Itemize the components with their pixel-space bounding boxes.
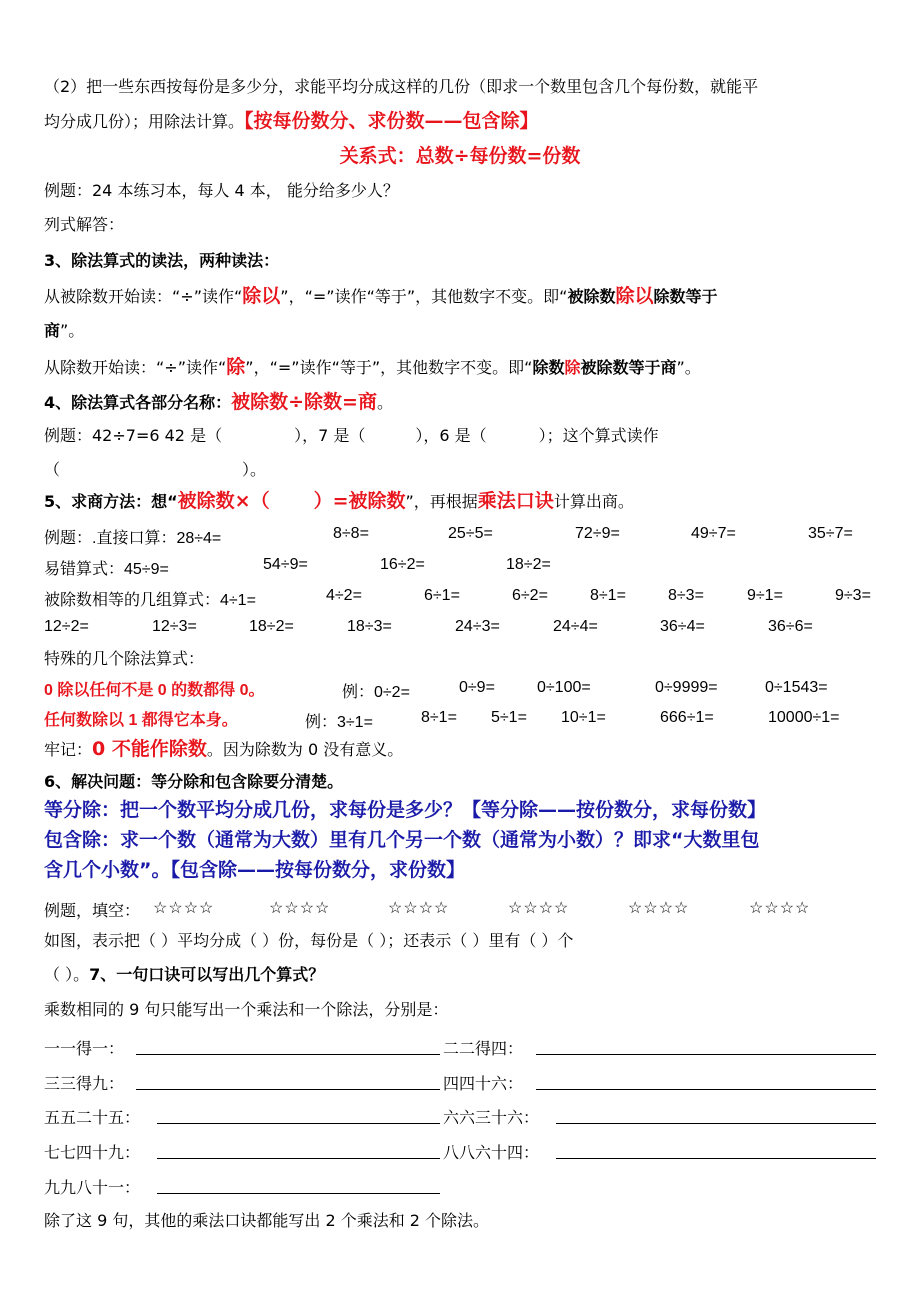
division-part-names: 被除数÷除数=商 <box>231 391 377 413</box>
inclusion-division-tag-2: 【包含除——按每份数分，求份数】 <box>170 859 466 881</box>
calc-item: 4÷2= <box>326 587 362 604</box>
answer-line[interactable] <box>556 1123 876 1124</box>
calc-item: 72÷9= <box>575 525 620 542</box>
star-group: ☆☆☆☆ <box>628 900 690 917</box>
reading-2-text-2: ”，“=”读作“等于”，其他数字不变。即“ <box>245 358 533 377</box>
rhyme-label: 九九八十一： <box>44 1180 141 1197</box>
inclusion-division-tag: 【按每份数分、求份数——包含除】 <box>244 110 539 132</box>
answer-line[interactable] <box>536 1054 876 1055</box>
remember-reason: 。因为除数为 0 没有意义。 <box>206 740 404 759</box>
calc-item: 49÷7= <box>691 525 736 542</box>
calc-item: 12÷3= <box>152 618 197 635</box>
answer-line[interactable] <box>136 1089 440 1090</box>
ex-4-close: ）。 <box>242 460 267 479</box>
inclusion-division-def-cont <box>44 859 880 881</box>
rhyme-label: 七七四十九： <box>44 1145 141 1162</box>
calc-item: 0÷1543= <box>765 679 828 696</box>
calc-item: 0÷9999= <box>655 679 718 696</box>
section-6-title: 6、解决问题：等分除和包含除要分清楚。 <box>44 772 344 791</box>
calc-item: 0÷100= <box>537 679 591 696</box>
star-group: ☆☆☆☆ <box>749 900 811 917</box>
inclusion-division-text: 含几个小数”。 <box>44 859 171 881</box>
para-2-line1: （2）把一些东西按每份是多少分，求能平均分成这样的几份（即求一个数里包含几个每份数，就能平 <box>44 77 759 96</box>
answer-line[interactable] <box>536 1089 876 1090</box>
calc-item: 易错算式：45÷9= <box>44 561 169 578</box>
reading-2-text: 从除数开始读：“÷”读作“ <box>44 358 227 377</box>
one-rule: 任何数除以 1 都得它本身。 <box>44 712 238 729</box>
reading-2-divisor: 除数 <box>532 358 565 377</box>
relation-formula: 关系式：总数÷每份数=份数 <box>339 145 581 167</box>
star-group: ☆☆☆☆ <box>508 900 570 917</box>
calc-item: 8÷1= <box>421 709 457 726</box>
multiplication-table-keyword: 乘法口诀 <box>477 490 554 512</box>
calc-item: 例：3÷1= <box>305 714 373 731</box>
star-group: ☆☆☆☆ <box>388 900 450 917</box>
answer-line[interactable] <box>157 1123 440 1124</box>
section-5-formula-b: ）=被除数 <box>313 490 406 512</box>
reading-2-keyword: 除 <box>226 356 246 378</box>
figure-question-blank: （ ）。 <box>44 965 90 984</box>
section-5-text: ”，再根据 <box>405 492 478 511</box>
calc-item: 16÷2= <box>380 556 425 573</box>
answer-line[interactable] <box>157 1193 440 1194</box>
section-7-title: 7、一句口诀可以写出几个算式？ <box>89 965 325 984</box>
calc-item: 8÷1= <box>590 587 626 604</box>
rhyme-label: 八八六十四： <box>443 1145 540 1162</box>
star-group: ☆☆☆☆ <box>153 900 215 917</box>
remember-label: 牢记： <box>44 740 93 759</box>
ex-4-c: ），6 是（ <box>415 426 487 445</box>
closing-note: 除了这 9 句，其他的乘法口诀都能写出 2 个乘法和 2 个除法。 <box>44 1211 490 1230</box>
equal-division-tag: 【等分除——按份数分，求每份数】 <box>462 799 767 821</box>
calc-item: 例题：.直接口算：28÷4= <box>44 530 222 547</box>
ex-4-open: （ <box>44 460 61 479</box>
calc-item: 例：0÷2= <box>342 684 410 701</box>
rhyme-label: 五五二十五： <box>44 1110 141 1127</box>
calc-item: 35÷7= <box>808 525 853 542</box>
answer-line[interactable] <box>136 1054 440 1055</box>
star-group: ☆☆☆☆ <box>269 900 331 917</box>
calc-item: 18÷2= <box>506 556 551 573</box>
reading-1-keyword: 除以 <box>242 285 281 307</box>
calc-item: 10÷1= <box>561 709 606 726</box>
ex-4-a: 例题：42÷7=6 42 是（ <box>44 426 223 445</box>
reading-1-dividend: 被除数 <box>567 287 616 306</box>
section-5-text-2: 计算出商。 <box>553 492 634 511</box>
calc-item: 5÷1= <box>491 709 527 726</box>
calc-item: 18÷2= <box>249 618 294 635</box>
calc-item: 8÷8= <box>333 525 369 542</box>
section-5-formula-a: 被除数×（ <box>177 490 270 512</box>
section-4-dot: 。 <box>376 393 393 412</box>
reading-1-divisor: 除数等于 <box>653 287 718 306</box>
calc-item: 10000÷1= <box>768 709 840 726</box>
solve-label: 列式解答： <box>44 215 125 234</box>
reading-2-rest: 被除数等于商 <box>580 358 677 377</box>
rhyme-label: 三三得九： <box>44 1076 125 1093</box>
rhyme-label: 二二得四： <box>443 1041 524 1058</box>
answer-line[interactable] <box>157 1158 440 1159</box>
section-5-title <box>44 490 880 513</box>
section-4-label: 4、除法算式各部分名称： <box>44 393 232 412</box>
calc-item: 被除数相等的几组算式：4÷1= <box>44 592 256 609</box>
calc-item: 24÷4= <box>553 618 598 635</box>
calc-item: 54÷9= <box>263 556 308 573</box>
section-4-example <box>44 425 880 447</box>
section-7-intro: 乘数相同的 9 句只能写出一个乘法和一个除法，分别是： <box>44 1000 449 1019</box>
section-3-title: 3、除法算式的读法，两种读法： <box>44 251 280 270</box>
reading-1-keyword-2: 除以 <box>615 285 654 307</box>
zero-rule: 0 除以任何不是 0 的数都得 0。 <box>44 682 265 699</box>
calc-item: 24÷3= <box>455 618 500 635</box>
reading-method-1 <box>44 285 880 308</box>
fill-label: 例题，填空： <box>44 903 141 920</box>
reading-1-quotient: 商 <box>44 321 61 340</box>
example-1: 例题：24 本练习本，每人 4 本， 能分给多少人？ <box>44 181 399 200</box>
ex-4-d: ）；这个算式读作 <box>538 426 659 445</box>
calc-item: 12÷2= <box>44 618 89 635</box>
calc-item: 36÷6= <box>768 618 813 635</box>
rhyme-label: 一一得一： <box>44 1041 125 1058</box>
figure-question-2 <box>44 964 880 986</box>
calc-item: 0÷9= <box>459 679 495 696</box>
rhyme-label: 四四十六： <box>443 1076 524 1093</box>
section-4-title <box>44 391 880 414</box>
equal-division-text: 等分除：把一个数平均分成几份，求每份是多少？ <box>44 799 463 821</box>
zero-divisor-rule: 0 不能作除数 <box>92 738 207 760</box>
reading-method-1-cont <box>44 320 880 342</box>
calc-item: 9÷3= <box>835 587 871 604</box>
calc-item: 25÷5= <box>448 525 493 542</box>
reading-1-end: ”。 <box>60 321 85 340</box>
figure-question-1: 如图，表示把（ ）平均分成（ ）份，每份是（ ）；还表示（ ）里有（ ）个 <box>44 931 574 950</box>
special-title: 特殊的几个除法算式： <box>44 649 205 668</box>
calc-item: 8÷3= <box>668 587 704 604</box>
inclusion-division-def: 包含除：求一个数（通常为大数）里有几个另一个数（通常为小数）？即求“大数里包 <box>44 829 760 851</box>
answer-line[interactable] <box>556 1158 876 1159</box>
rhyme-label: 六六三十六： <box>443 1110 540 1127</box>
ex-4-b: ），7 是（ <box>294 426 366 445</box>
calc-item: 6÷2= <box>512 587 548 604</box>
calc-item: 6÷1= <box>424 587 460 604</box>
reading-1-text-2: ”，“=”读作“等于”，其他数字不变。即“ <box>280 287 568 306</box>
remember-note <box>44 738 880 761</box>
reading-2-end: ”。 <box>676 358 701 377</box>
calc-item: 9÷1= <box>747 587 783 604</box>
section-4-example-cont <box>44 459 880 481</box>
equal-division-def <box>44 799 880 821</box>
calc-item: 36÷4= <box>660 618 705 635</box>
reading-1-text: 从被除数开始读：“÷”读作“ <box>44 287 243 306</box>
para-2-text: 均分成几份）；用除法计算。 <box>44 112 245 131</box>
calc-item: 18÷3= <box>347 618 392 635</box>
para-2-line2 <box>44 110 880 133</box>
reading-2-keyword-2: 除 <box>564 358 581 377</box>
reading-method-2 <box>44 356 880 379</box>
calc-item: 666÷1= <box>660 709 714 726</box>
section-5-label: 5、求商方法：想“ <box>44 492 178 511</box>
